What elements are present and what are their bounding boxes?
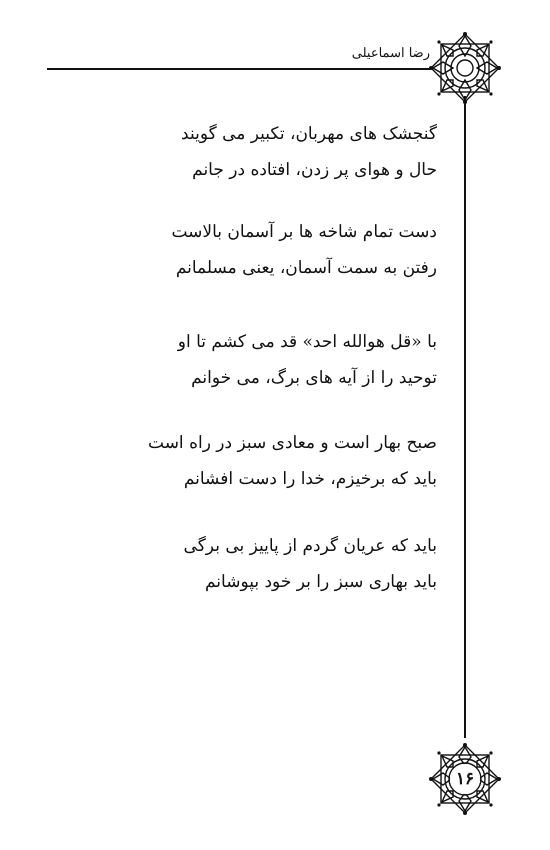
header-rule (47, 68, 431, 70)
verse-line: باید بهاری سبز را بر خود بپوشانم (204, 572, 437, 592)
verse-line: توحید را از آیه های برگ، می خوانم (191, 368, 437, 388)
verse-line: رفتن به سمت آسمان، یعنی مسلمانم (175, 258, 437, 278)
author-name: رضا اسماعیلی (351, 46, 430, 61)
stanza (137, 324, 437, 396)
verse-line: دست تمام شاخه ها بر آسمان بالاست (171, 222, 437, 242)
side-rule (464, 96, 466, 738)
rosette-ornament-icon (427, 30, 503, 106)
verse-line: باید که عریان گردم از پاییز بی برگی (183, 536, 437, 556)
verse-line: گنجشک های مهربان، تکبیر می گویند (181, 124, 437, 144)
page-number: ۱۶ (455, 769, 475, 789)
stanza (137, 425, 437, 497)
verse-line: حال و هوای پر زدن، افتاده در جانم (192, 160, 437, 180)
stanza (137, 528, 437, 600)
stanza (137, 214, 437, 286)
verse-line: باید که برخیزم، خدا را دست افشانم (183, 469, 437, 489)
stanza (137, 116, 437, 188)
verse-line: صبح بهار است و معادی سبز در راه است (148, 433, 437, 453)
verse-line: با «قل هوالله احد» قد می کشم تا او (177, 332, 437, 352)
